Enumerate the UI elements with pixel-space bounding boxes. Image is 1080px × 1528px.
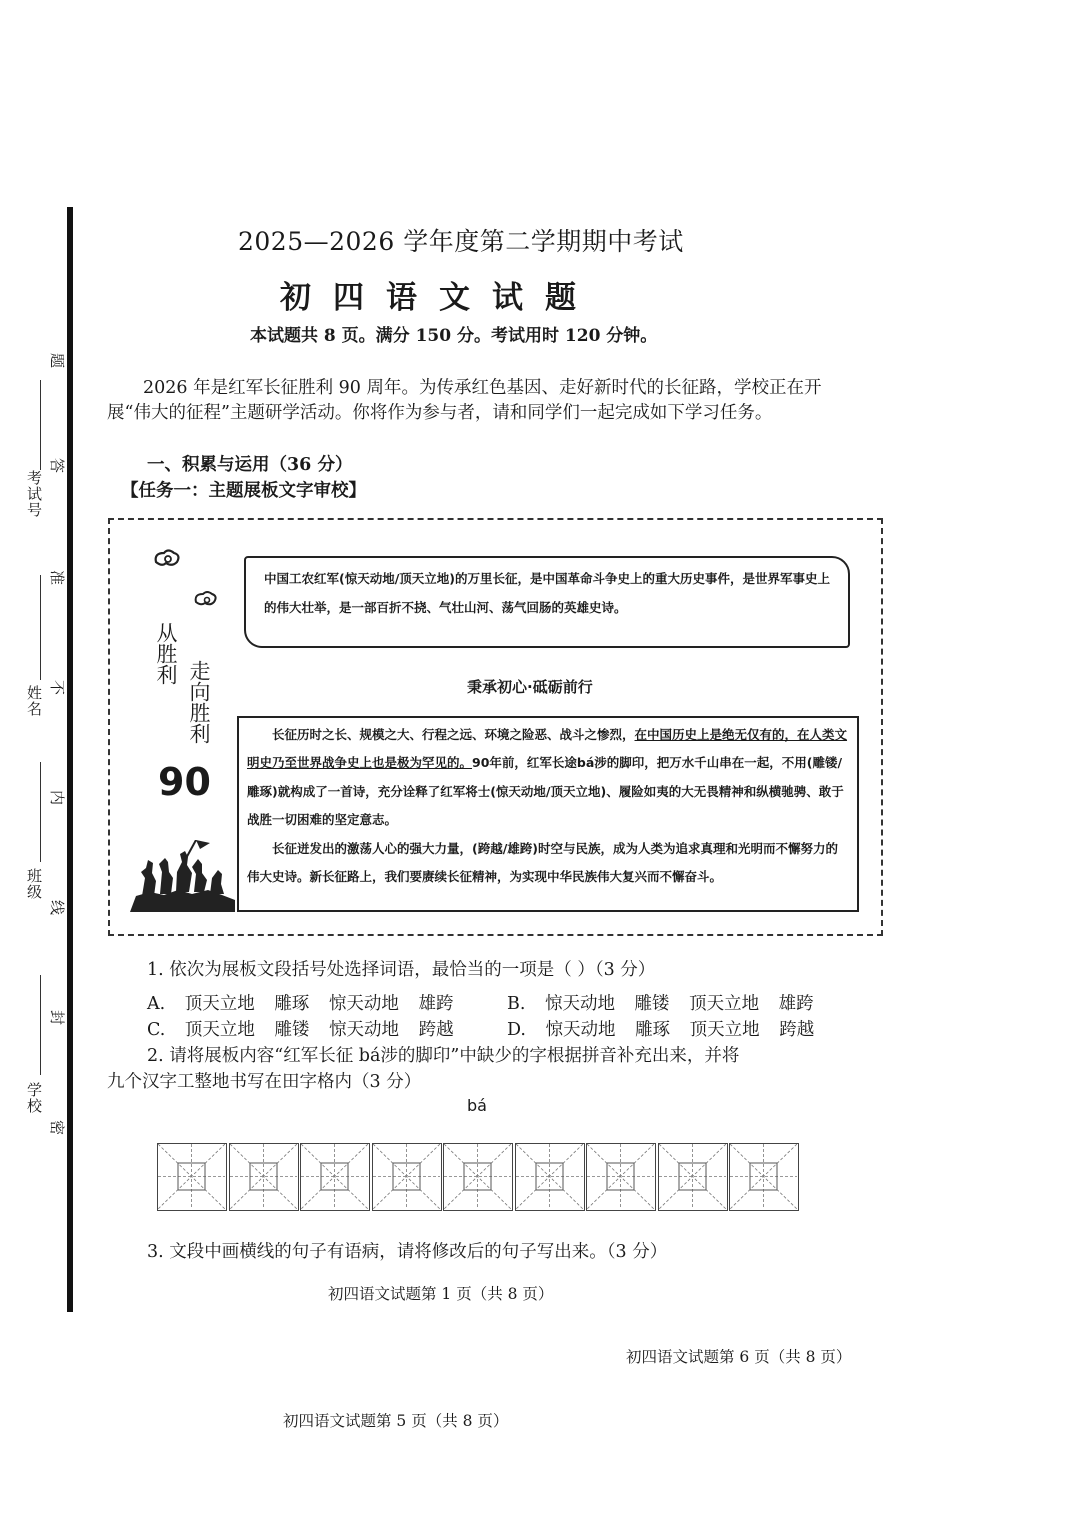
board-heading: 秉承初心·砥砺前行 <box>467 678 593 696</box>
tianzige-grid[interactable] <box>157 1143 801 1211</box>
red-army-silhouette-image <box>130 840 235 912</box>
p1-text: 长征历时之长、规模之大、行程之远、环境之险恶、战斗之惨烈， <box>272 727 635 742</box>
exam-title: 2025—2026 学年度第二学期期中考试 <box>238 227 684 256</box>
q1-option-b: B. 惊天动地 雕镂 顶天立地 雄跨 <box>507 994 814 1014</box>
tianzige-cell[interactable] <box>515 1143 585 1211</box>
board-main-text <box>237 716 859 912</box>
tianzige-cell[interactable] <box>586 1143 656 1211</box>
name-line <box>40 575 41 680</box>
board-paragraph-2: 长征迸发出的激荡人心的强大力量，(跨越/雄跨)时空与民族，成为人类为追求真理和光明而不懈努力的伟大史诗。新长征路上，我们要赓续长征精神，为实现中华民族伟大复兴而不懈奋斗。 <box>247 840 838 885</box>
seal-char: 题 <box>48 352 67 369</box>
seal-char: 答 <box>48 457 67 474</box>
section-title: 一、积累与运用（36 分） <box>147 455 353 475</box>
school-label: 学校 <box>25 1082 43 1114</box>
board-anniversary-number: 90 <box>158 760 211 804</box>
exam-number-label: 考试号 <box>25 470 43 518</box>
seal-char: 密 <box>48 1119 67 1136</box>
tianzige-cell[interactable] <box>157 1143 227 1211</box>
page-footer-6: 初四语文试题第 6 页（共 8 页） <box>626 1348 852 1366</box>
page-footer-5: 初四语文试题第 5 页（共 8 页） <box>283 1412 509 1430</box>
seal-char: 线 <box>48 899 67 916</box>
tianzige-cell[interactable] <box>443 1143 513 1211</box>
tianzige-cell[interactable] <box>729 1143 799 1211</box>
seal-char: 不 <box>48 679 67 696</box>
board-paragraph-1 <box>247 721 849 835</box>
question-2: 2. 请将展板内容“红军长征 bá涉的脚印”中缺少的字根据拼音补充出来，并将 <box>147 1046 740 1066</box>
page-footer-1: 初四语文试题第 1 页（共 8 页） <box>328 1285 554 1303</box>
scroll-text: 中国工农红军(惊天动地/顶天立地)的万里长征，是中国革命斗争史上的重大历史事件，是世界军事史上的伟大壮举，是一部百折不挠、气壮山河、荡气回肠的英雄史诗。 <box>264 571 830 615</box>
name-label: 姓名 <box>25 685 43 717</box>
board-side-title: 走向胜利 <box>187 660 211 744</box>
question-1: 1. 依次为展板文段括号处选择词语，最恰当的一项是（ ）（3 分） <box>147 960 656 980</box>
seal-char: 准 <box>48 569 67 586</box>
question-3: 3. 文段中画横线的句子有语病，请将修改后的句子写出来。（3 分） <box>147 1242 668 1262</box>
board-side-title: 从胜利 <box>154 622 178 685</box>
paper-title: 初四语文试题 <box>280 280 598 316</box>
underlined-sentence: 在中国历史上是绝无仅有的，在人类文明史乃至世界战争史上也是极为罕见的。 <box>247 727 848 771</box>
paper-info: 本试题共 8 页。满分 150 分。考试用时 120 分钟。 <box>250 326 658 346</box>
seal-char: 内 <box>48 789 67 806</box>
class-label: 班级 <box>25 868 43 900</box>
binding-margin-bar <box>67 207 73 1312</box>
auspicious-cloud-icon <box>193 590 219 610</box>
school-line <box>40 975 41 1075</box>
class-line <box>40 762 41 862</box>
q1-option-c: C. 顶天立地 雕镂 惊天动地 跨越 <box>147 1020 454 1040</box>
board-scroll-text <box>244 556 850 648</box>
exam-number-line <box>40 380 41 470</box>
task-title: 【任务一：主题展板文字审校】 <box>121 481 366 501</box>
seal-char: 封 <box>48 1009 67 1026</box>
question-2-continued: 九个汉字工整地书写在田字格内（3 分） <box>107 1072 422 1092</box>
pinyin-hint: bá <box>467 1096 487 1115</box>
q1-option-a: A. 顶天立地 雕琢 惊天动地 雄跨 <box>147 994 454 1014</box>
tianzige-cell[interactable] <box>300 1143 370 1211</box>
p1-text-continued: 90年前，红军长途bá涉的脚印，把万水千山串在一起，不用(雕镂/雕琢)就构成了一首诗，充分诠释了红军将士(惊天动地/顶天立地)、履险如夷的大无畏精神和纵横驰骋、敢于战胜一切困难的坚定意志。 <box>247 755 844 828</box>
tianzige-cell[interactable] <box>658 1143 728 1211</box>
tianzige-cell[interactable] <box>372 1143 442 1211</box>
tianzige-cell[interactable] <box>229 1143 299 1211</box>
auspicious-cloud-icon <box>152 548 182 570</box>
q1-option-d: D. 惊天动地 雕琢 顶天立地 跨越 <box>507 1020 815 1040</box>
intro-paragraph: 2026 年是红军长征胜利 90 周年。为传承红色基因、走好新时代的长征路，学校正在开展“伟大的征程”主题研学活动。你将作为参与者，请和同学们一起完成如下学习任务。 <box>107 378 822 423</box>
